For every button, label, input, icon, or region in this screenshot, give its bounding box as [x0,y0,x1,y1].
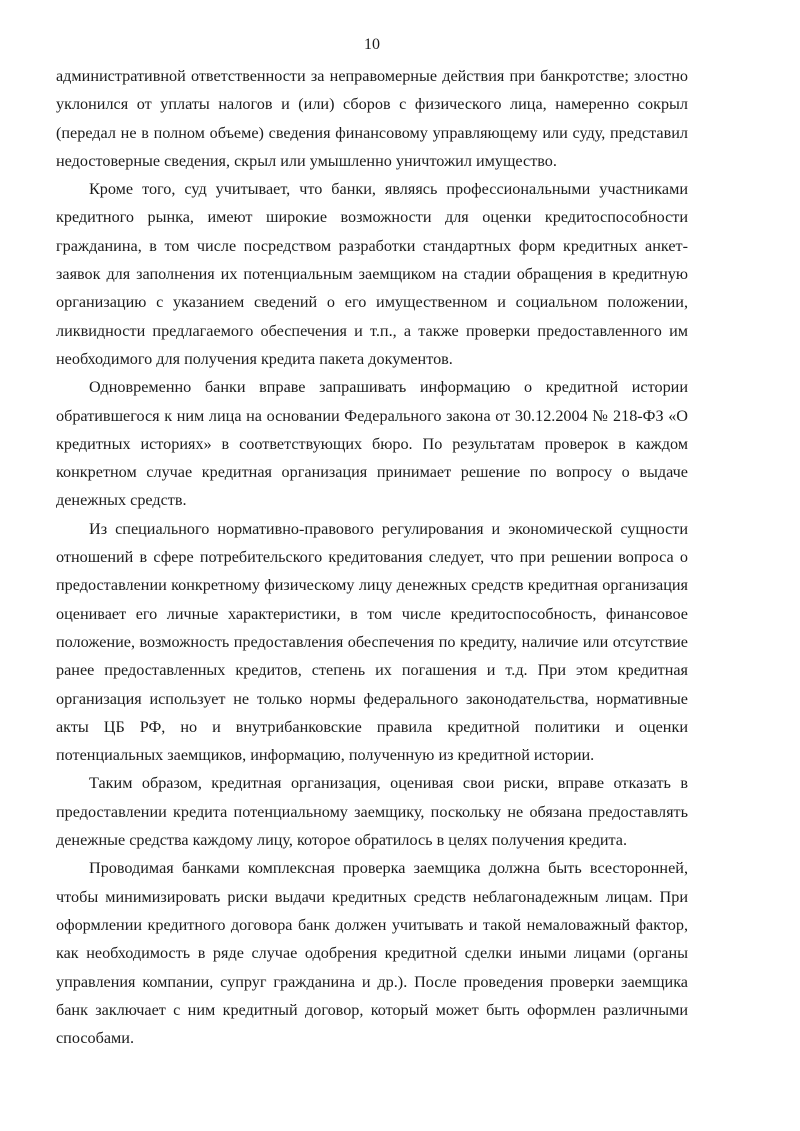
paragraph: Кроме того, суд учитывает, что банки, являясь профессиональными участниками кредитного рынка, имеют широкие возможности для оценки кредитоспособности гражданина, в том числе посредством разработки стандартных форм кредитных анкет-заявок для заполнения их потенциальным заемщиком на стадии обращения в кредитную организацию с указанием сведений о его имущественном и социальном положении, ликвидности предлагаемого обеспечения и т.п., а также проверки предоставленного им необходимого для получения кредита пакета документов. [56,180,688,368]
paragraph: Проводимая банками комплексная проверка заемщика должна быть всесторонней, чтобы минимизировать риски выдачи кредитных средств неблагонадежным лицам. При оформлении кредитного договора банк должен учитывать и такой немаловажный фактор, как необходимость в ряде случае одобрения кредитной сделки иными лицами (органы управления компании, супруг гражданина и др.). После проведения проверки заемщика банк заключает с ним кредитный договор, который может быть оформлен различными способами. [56,859,688,1048]
paragraph: Таким образом, кредитная организация, оценивая свои риски, вправе отказать в предоставлении кредита потенциальному заемщику, поскольку не обязана предоставлять денежные средства каждому лицу, которое обратилось в целях получения кредита. [56,774,688,850]
paragraph: Из специального нормативно-правового регулирования и экономической сущности отношений в сфере потребительского кредитования следует, что при решении вопроса о предоставлении конкретному физическому лицу денежных средств кредитная организация оценивает его личные характеристики, в том числе кредитоспособность, финансовое положение, возможность предоставления обеспечения по кредиту, наличие или отсутствие ранее предоставленных кредитов, степень их погашения и т.д. При этом кредитная организация использует не только нормы федерального законодательства, нормативные акты ЦБ РФ, но и внутрибанковские правила кредитной политики и оценки потенциальных заемщиков, информацию, полученную из кредитной истории. [56,519,688,765]
paragraph: Одновременно банки вправе запрашивать информацию о кредитной истории обратившегося к ним лица на основании Федерального закона от 30.12.2004 № 218-ФЗ «О кредитных историях» в соответствующих бюро. По результатам проверок в каждом конкретном случае кредитная организация принимает решение по вопросу о выдаче денежных средств. [56,378,688,510]
page-number: 10 [364,36,380,53]
document-body [56,62,688,1052]
paragraph: административной ответственности за неправомерные действия при банкротстве; злостно уклонился от уплаты налогов и (или) сборов с физического лица, намеренно сокрыл (передал не в полном объеме) сведения финансовому управляющему или суду, представил недостоверные сведения, скрыл или умышленно уничтожил имущество. [56,67,688,170]
